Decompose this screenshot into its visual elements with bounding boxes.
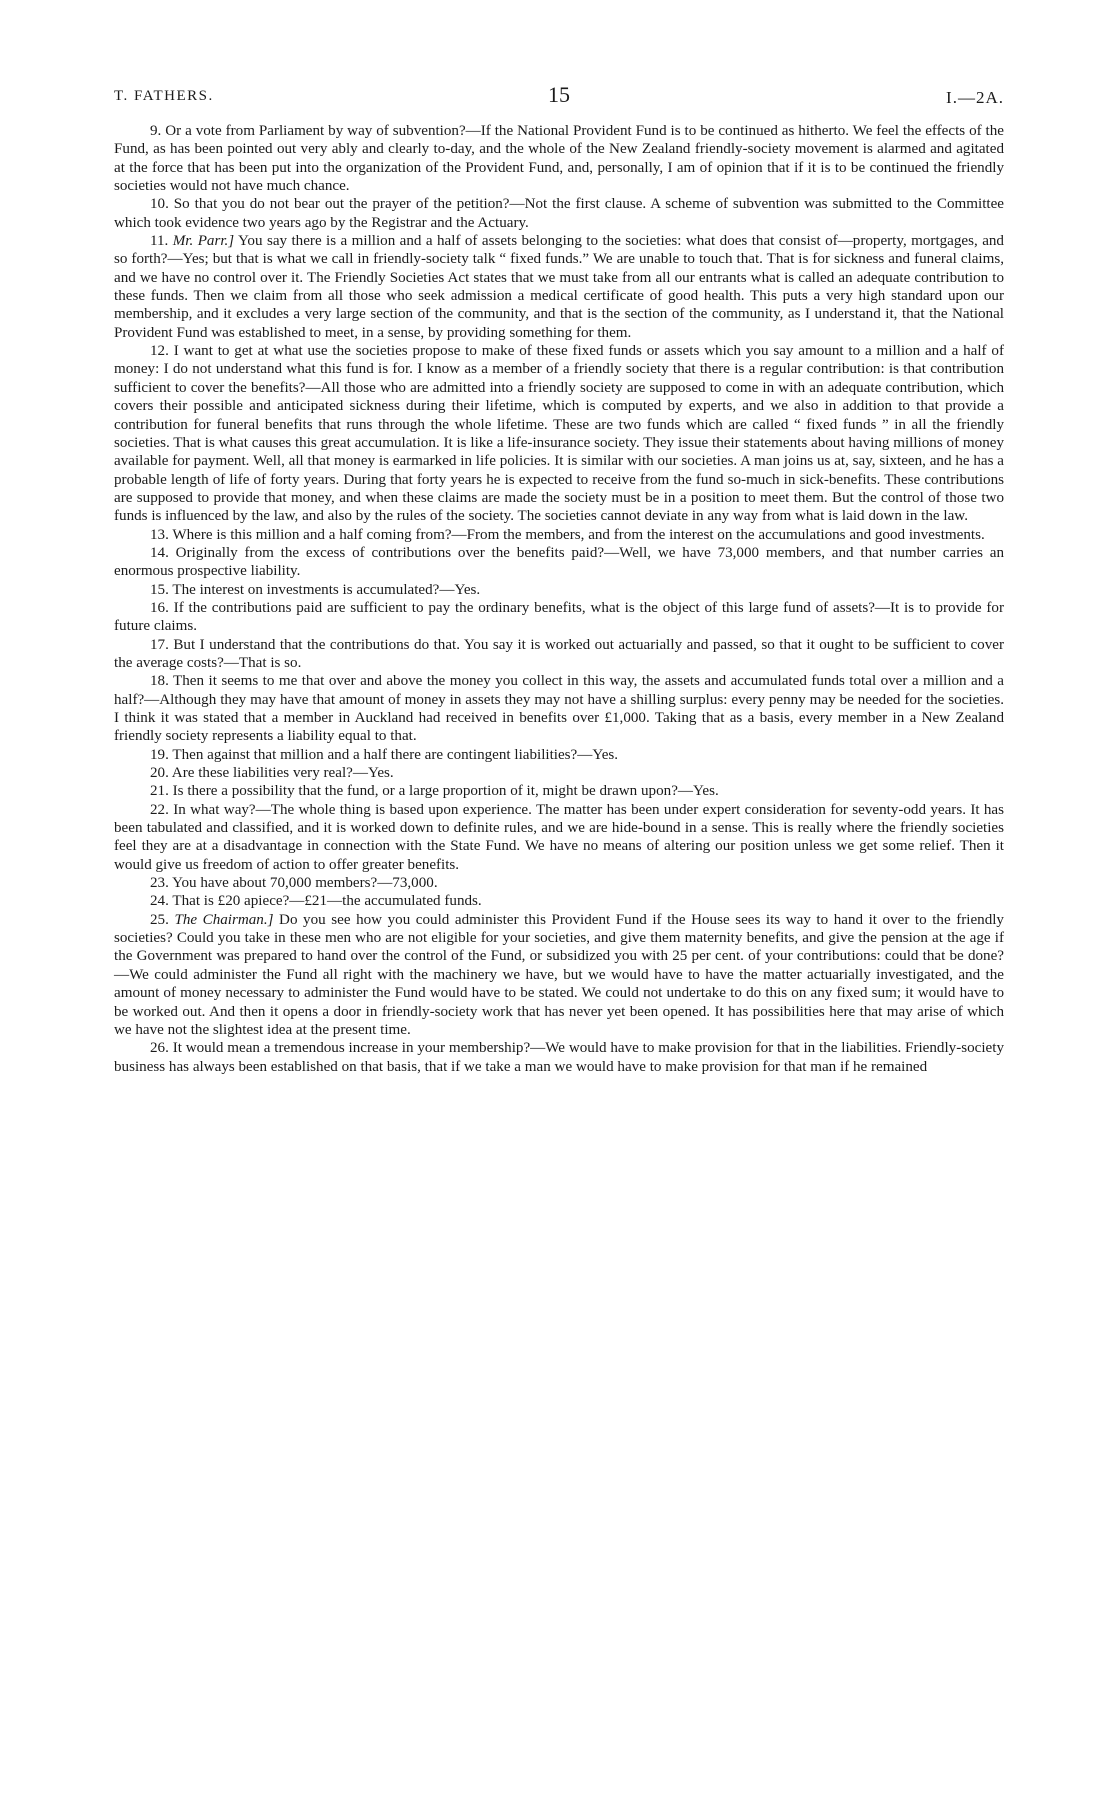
paragraph-14: 14. Originally from the excess of contributions over the benefits paid?—Well, we have 73,000 members, and that number carries an enormous prospective liability. [114, 544, 1004, 580]
paragraph-23: 23. You have about 70,000 members?—73,000. [150, 875, 438, 892]
speaker-name: Mr. Parr.] [172, 233, 235, 250]
paragraph-26: 26. It would mean a tremendous increase in your membership?—We would have to make provision for that in the liabilities. Friendly-society business has always been established on that basis, that if we take a man we would have to make provision for that man if he remained [114, 1040, 1004, 1075]
paragraph-20: 20. Are these liabilities very real?—Yes. [150, 765, 394, 782]
body-text [114, 122, 1004, 1076]
paragraph-21: 21. Is there a possibility that the fund, or a large proportion of it, might be drawn upon?—Yes. [150, 783, 719, 800]
page-number: 15 [548, 82, 570, 107]
speaker-name: The Chairman.] [174, 911, 274, 928]
paragraph-22: 22. In what way?—The whole thing is based upon experience. The matter has been under expert consideration for seventy-odd years. It has been tabulated and classified, and it is worked down to definite rules, and we are hide-bound in a sense. This is really where the friendly societies feel they are at a disadvantage in connection with the State Fund. We have no means of altering our position unless we get some relief. Then it would give us freedom of action to offer greater benefits. [114, 801, 1004, 873]
paragraph-17: 17. But I understand that the contributions do that. You say it is worked out actuarially and passed, so that it ought to be sufficient to cover the average costs?—That is so. [114, 636, 1004, 671]
paragraph-number: 11. [150, 233, 169, 250]
paragraph-18: 18. Then it seems to me that over and above the money you collect in this way, the assets and accumulated funds total over a million and a half?—Although they may have that amount of money in assets they may not have a shilling surplus: every penny may be needed for the societies. I think it was stated that a member in Auckland had received in benefits over £1,000. Taking that as a basis, every member in a New Zealand friendly society represents a liability equal to that. [114, 673, 1004, 745]
paragraph-15: 15. The interest on investments is accumulated?—Yes. [150, 581, 481, 598]
paragraph-24: 24. That is £20 apiece?—£21—the accumulated funds. [150, 893, 482, 910]
paragraph-text: Do you see how you could administer this Provident Fund if the House sees its way to hand it over to the friendly societies? Could you take in these men who are not eligible for your societies, and give them maternity benefits, and give the pension at the age if the Government was prepared to hand over the control of the Fund, or subsidized you with 25 per cent. of your contributions: could that be done?—We could administer the Fund all right with the machinery we have, but we would have to have the matter actuarially investigated, and the amount of money necessary to administer the Fund would have to be stated. We could not undertake to do this on any fixed sum; it would have to be worked out. And then it opens a door in friendly-society work that has never yet been opened. It has possibilities here that may arise of which we have not the slightest idea at the present time. [114, 911, 1004, 1038]
witness-name-header: T. FATHERS. [114, 88, 214, 104]
paragraph-11 [114, 232, 1004, 342]
paragraph-16: 16. If the contributions paid are sufficient to pay the ordinary benefits, what is the object of this large fund of assets?—It is to provide for future claims. [114, 599, 1004, 635]
paragraph-10: 10. So that you do not bear out the prayer of the petition?—Not the first clause. A scheme of subvention was submitted to the Committee which took evidence two years ago by the Registrar and the Actuary. [114, 196, 1004, 231]
paragraph-number: 25. [150, 911, 169, 928]
paragraph-13: 13. Where is this million and a half coming from?—From the members, and from the interest on the accumulations and good investments. [150, 526, 985, 543]
paragraph-12: 12. I want to get at what use the societies propose to make of these fixed funds or assets which you say amount to a million and a half of money: I do not understand what this fund is for. I know as a member of a friendly society that there is a regular contribution: is that contribution sufficient to cover the benefits?—All those who are admitted into a friendly society are supposed to come in with an adequate contribution, which covers their possible and anticipated sickness during their lifetime, which is computed by experts, and we also in addition to that provide a contribution for funeral benefits that runs through the whole lifetime. These are two funds which are called “ fixed funds ” in all the friendly societies. That is what causes this great accumulation. It is like a life-insurance society. They issue their statements about having millions of money available for payment. Well, all that money is earmarked in life policies. It is similar with our societies. A man joins us at, say, sixteen, and he has a probable length of life of forty years. During that forty years he is expected to receive from the fund so-much in sick-benefits. These contributions are supposed to provide that money, and when these claims are made the society must be in a position to meet them. But the control of those two funds is influenced by the law, and also by the rules of the society. The societies cannot deviate in any way from what is laid down in the law. [114, 343, 1004, 525]
paragraph-9: 9. Or a vote from Parliament by way of subvention?—If the National Provident Fund is to be continued as hitherto. We feel the effects of the Fund, as has been pointed out very ably and clearly to-day, and the whole of the New Zealand friendly-society movement is alarmed and agitated at the force that has been put into the organization of the Provident Fund, and, personally, I am of opinion that if it is to be continued the friendly societies would not have much chance. [114, 123, 1004, 195]
document-reference: I.—2A. [946, 88, 1004, 107]
paragraph-25 [114, 911, 1004, 1039]
page-header [114, 82, 1004, 122]
paragraph-19: 19. Then against that million and a half there are contingent liabilities?—Yes. [150, 746, 619, 763]
paragraph-text: You say there is a million and a half of assets belonging to the societies: what does that consist of—property, mortgages, and so forth?—Yes; but that is what we call in friendly-society talk “ fixed funds.” We are unable to touch that. That is for sickness and funeral claims, and we have no control over it. The Friendly Societies Act states that we must take from all our entrants what is called an adequate contribution to these funds. Then we claim from all those who seek admission a medical certificate of good health. This puts a very high standard upon our membership, and it excludes a very large section of the community, and that is the section of the community, as I understand it, that the National Provident Fund was established to meet, in a sense, by providing something for them. [114, 233, 1004, 341]
